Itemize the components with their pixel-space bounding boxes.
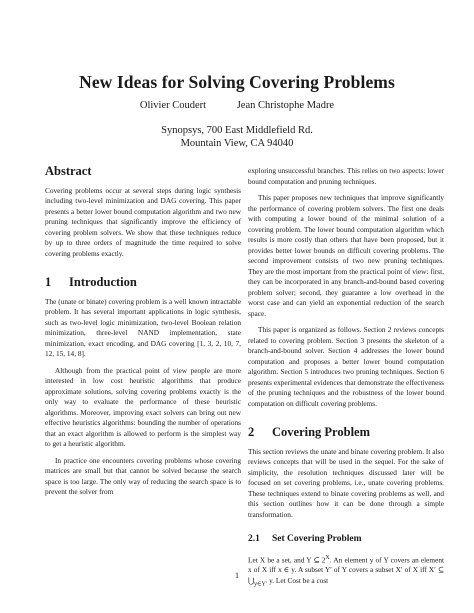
author-line [0, 100, 474, 111]
section-heading-introduction [45, 277, 241, 288]
section-title: Covering Problem [272, 425, 371, 439]
affiliation-line: Mountain View, CA 94040 [180, 138, 294, 149]
body-paragraph: exploring unsuccessful branches. This relies on two aspects: lower bound computation and pruning techniques. [248, 166, 444, 186]
page-number: 1 [235, 571, 239, 580]
body-paragraph: Although from the practical point of view people are more interested in low cost heuristic algorithms that produce approximate solutions, solving covering problems exactly is the only way to evaluate the performance of these heuristic algorithms. Moreover, improving exact solvers can bring out new effective heuristics algorithms: bounding the number of operations that an exact algorithm is allowed to perform is the simplest way to get a heuristic algorithm. [45, 365, 241, 448]
author-name: Olivier Coudert [139, 100, 207, 111]
left-column [45, 166, 241, 498]
section-number: 1 [45, 275, 52, 289]
section-heading-covering-problem [248, 427, 444, 438]
body-paragraph: The (unate or binate) covering problem is a well known intractable problem. It has several important applications in logic synthesis, such as two-level logic minimization, two-level Boolean relation minimization, three-level NAND implementation, state minimization, exact encoding, and DAG covering [1, 3, 2, 10, 7, 12, 15, 14, 8]. [45, 296, 241, 358]
author-name: Jean Christophe Madre [236, 100, 335, 111]
abstract-heading: Abstract [45, 164, 92, 178]
subsection-heading-set-covering [248, 534, 444, 545]
subsection-number: 2.1 [248, 534, 260, 544]
affiliation [0, 124, 474, 150]
body-paragraph: In practice one encounters covering problems whose covering matrices are small but that cannot be solved because the search space is too large. The only way of reducing the search space is to prevent the solver from [45, 455, 241, 496]
paper-title: New Ideas for Solving Covering Problems [79, 72, 395, 92]
section-number: 2 [248, 425, 255, 439]
affiliation-line: Synopsys, 700 East Middlefield Rd. [161, 125, 313, 136]
right-column [248, 166, 444, 590]
abstract-text: Covering problems occur at several steps during logic synthesis including two-level minimization and DAG covering. This paper presents a better lower bound computation algorithm and two new pruning techniques that significantly improve the efficiency of covering problem solvers. We show that these techniques reduce by up to three orders of magnitude the time required to solve covering problems exactly. [45, 185, 241, 258]
body-paragraph: This section reviews the unate and binate covering problem. It also reviews concepts that will be used in the sequel. For the sake of simplicity, the resolution techniques discussed later will be focused on set covering problems, i.e., unate covering problems. These techniques extend to binate covering problems as well, and this section outlines how it can be done through a simple transformation. [248, 446, 444, 519]
body-paragraph-math: Let X be a set, and Y ⊆ $2^X$. An element y of Y covers an element x of X iff x ∈ y. A subset Y′ of Y covers a subset X′ of X iff X′ ⊆ $⋃_{y\in Y'}$ y. Let Cost be a cost [248, 554, 445, 588]
section-title: Introduction [69, 275, 137, 289]
subsection-title: Set Covering Problem [272, 534, 362, 544]
body-paragraph: This paper proposes new techniques that improve significantly the performance of covering problem solvers. The first one deals with computing a lower bound of the minimal solution of a covering problem. The lower bound computation algorithm which results is more costly than others that have been proposed, but it provides better lower bounds on difficult covering problems. The second improvement consists of two new pruning techniques. They are the most important from the practical point of view: first, they can be incorporated in any branch-and-bound based covering problem solver; second, they guarantee a low overhead in the worst case and can yield an exponential reduction of the search space. [248, 193, 444, 318]
body-paragraph: This paper is organized as follows. Section 2 reviews concepts related to covering problem. Section 3 presents the skeleton of a branch-and-bound solver. Section 4 addresses the lower bound computation and proposes a better lower bound computation algorithm. Section 5 introduces two pruning techniques. Section 6 presents experimental evidences that demonstrate the effectiveness of the pruning techniques and the robustness of the lower bound computation on difficult covering problems. [248, 325, 444, 408]
